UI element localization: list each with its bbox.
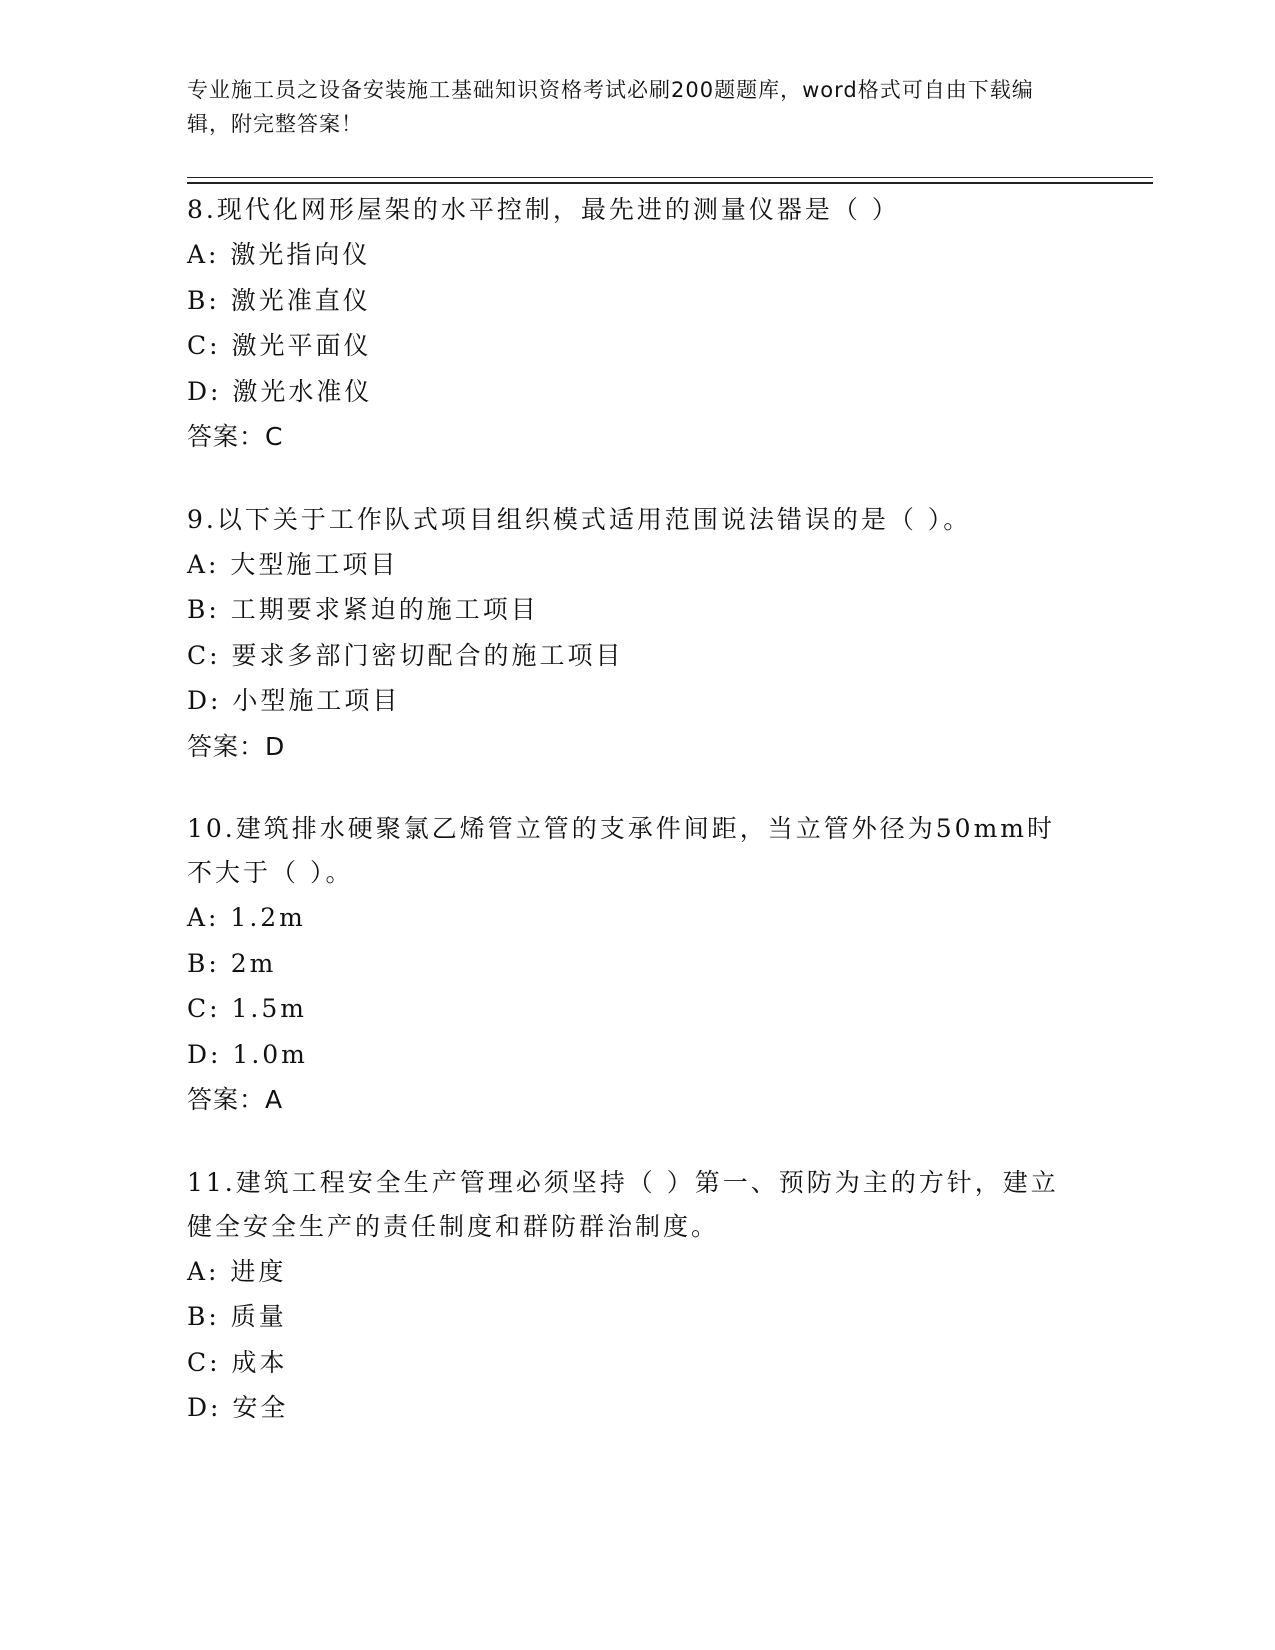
option-d: D: 安全 (187, 1393, 289, 1422)
option-b: B: 激光准直仪 (187, 285, 371, 315)
answer-text: 答案：C (187, 422, 284, 451)
option-c: C: 激光平面仪 (187, 331, 372, 360)
question-text: 9.以下关于工作队式项目组织模式适用范围说法错误的是（ ）。 (187, 504, 972, 534)
answer-text: 答案：A (187, 1085, 284, 1114)
header-divider-thick (187, 182, 1153, 184)
question-list (187, 188, 1067, 1469)
header-divider-thin (187, 177, 1153, 178)
option-b: B: 2m (187, 948, 277, 978)
option-d: D: 激光水准仪 (187, 376, 373, 406)
question-text: 11.建筑工程安全生产管理必须坚持（ ）第一、预防为主的方针，建立健全安全生产的责任制度和群防群治制度。 (187, 1167, 1059, 1241)
document-header: 专业施工员之设备安装施工基础知识资格考试必刷200题题库，word格式可自由下载编辑，附完整答案！ (187, 78, 1034, 136)
option-a: A: 进度 (187, 1256, 287, 1286)
option-c: C: 要求多部门密切配合的施工项目 (187, 640, 624, 670)
question-item (187, 1161, 1067, 1431)
option-a: A: 大型施工项目 (187, 549, 399, 579)
question-item (187, 188, 1067, 460)
option-c: C: 成本 (187, 1347, 288, 1377)
option-d: D: 1.0m (187, 1039, 308, 1069)
question-item (187, 807, 1067, 1123)
option-a: A: 激光指向仪 (187, 240, 371, 269)
option-c: C: 1.5m (187, 994, 307, 1023)
question-item (187, 498, 1067, 770)
option-a: A: 1.2m (187, 903, 306, 932)
answer-text: 答案：D (187, 731, 286, 761)
option-d: D: 小型施工项目 (187, 686, 401, 715)
option-b: B: 质量 (187, 1302, 287, 1331)
question-text: 10.建筑排水硬聚氯乙烯管立管的支承件间距，当立管外径为50mm时不大于（ ）。 (187, 814, 1055, 887)
option-b: B: 工期要求紧迫的施工项目 (187, 595, 539, 624)
question-text: 8.现代化网形屋架的水平控制，最先进的测量仪器是（ ） (187, 195, 900, 224)
